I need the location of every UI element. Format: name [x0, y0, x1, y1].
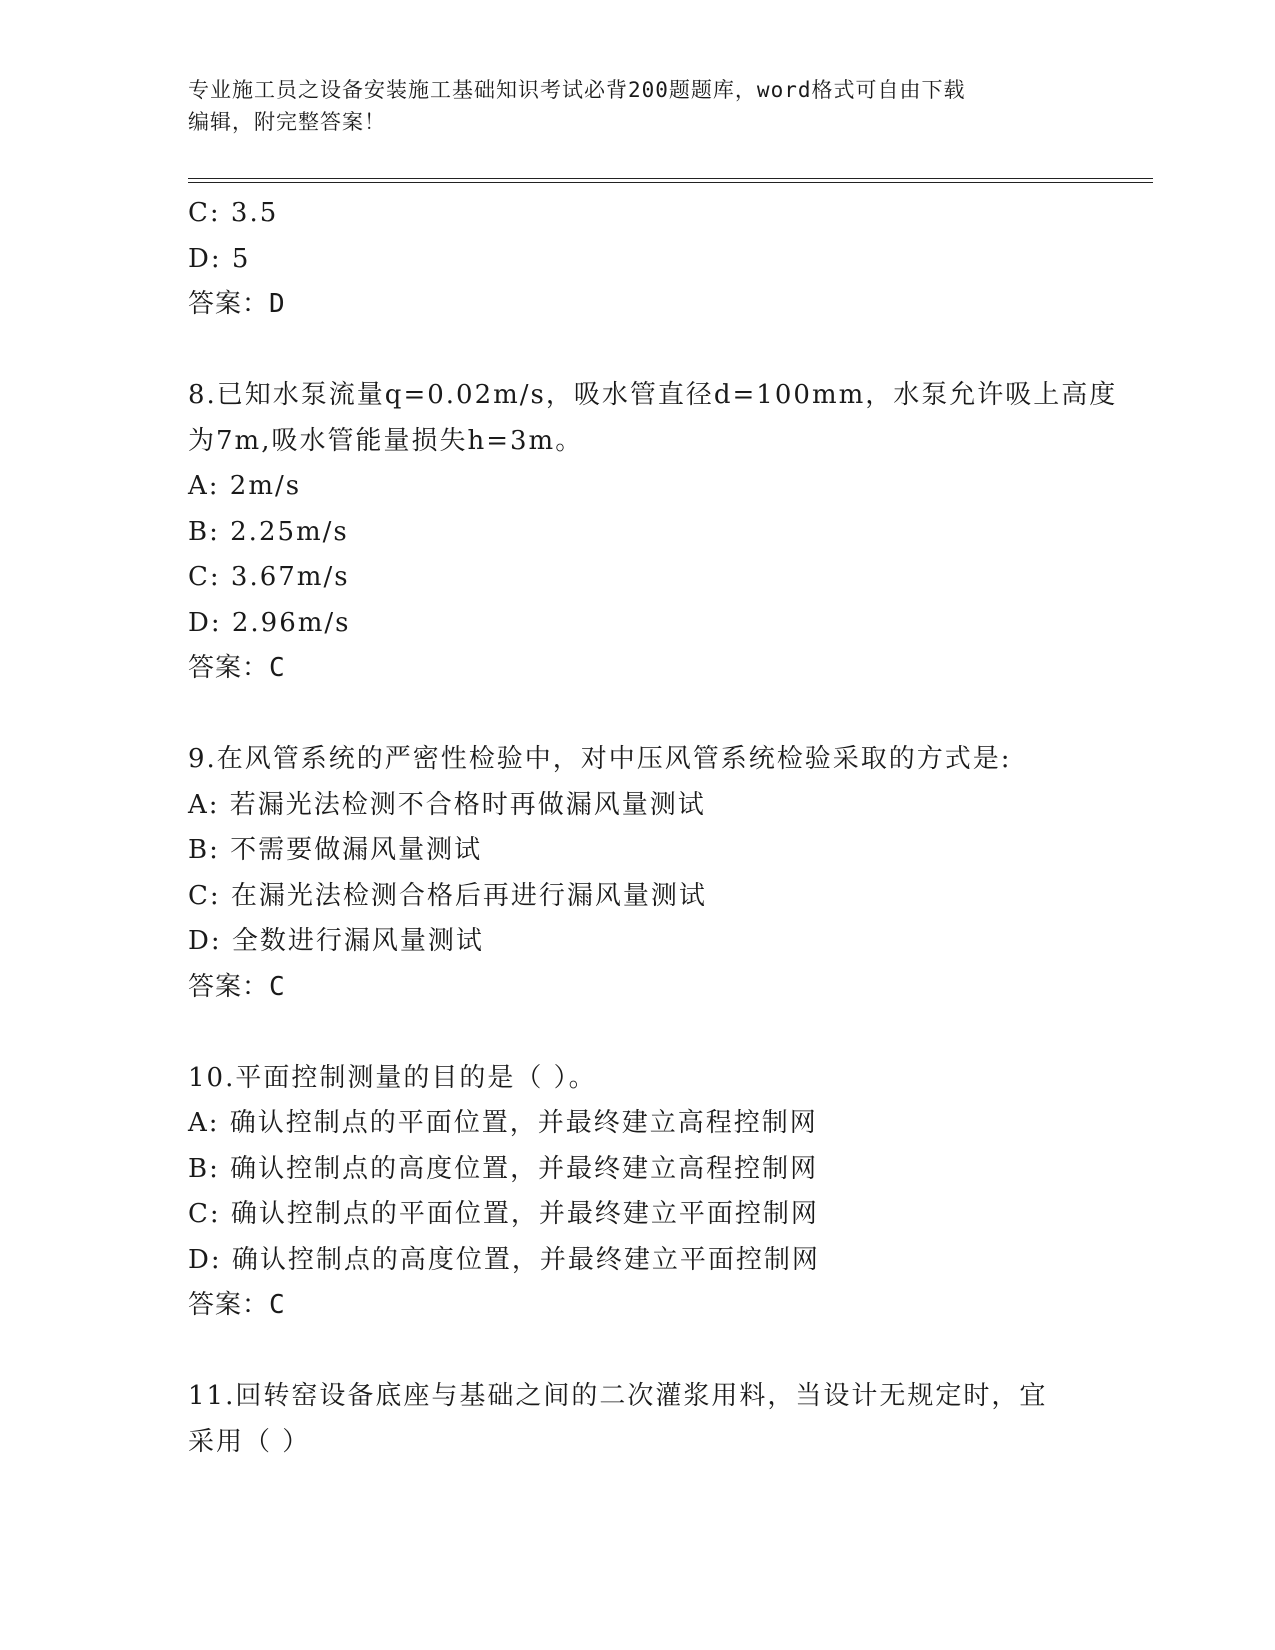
question-10: [188, 1056, 1088, 1329]
option-a: A: 确认控制点的平面位置，并最终建立高程控制网: [188, 1108, 818, 1138]
question-7-tail: [188, 191, 1088, 328]
option-c: C: 3.5: [188, 198, 279, 228]
answer-line: 答案：C: [188, 653, 286, 683]
spacer: [188, 1329, 1088, 1375]
option-c: C: 确认控制点的平面位置，并最终建立平面控制网: [188, 1199, 819, 1229]
question-8: [188, 373, 1118, 692]
question-text: 8.已知水泵流量q=0.02m/s，吸水管直径d=100mm，水泵允许吸上高度: [188, 380, 1118, 410]
question-text: 11.回转窑设备底座与基础之间的二次灌浆用料，当设计无规定时，宜: [188, 1381, 1048, 1411]
document-header: [188, 74, 1068, 138]
question-9: [188, 737, 1088, 1010]
spacer: [188, 1010, 1088, 1056]
option-c: C: 在漏光法检测合格后再进行漏风量测试: [188, 880, 707, 911]
question-text: 9.在风管系统的严密性检验中，对中压风管系统检验采取的方式是:: [188, 744, 1012, 774]
header-title-line-2: 编辑，附完整答案！: [188, 110, 386, 134]
option-c: C: 3.67m/s: [188, 562, 350, 592]
header-divider: [188, 178, 1153, 179]
answer-line: 答案：C: [188, 971, 286, 1002]
question-list: [188, 191, 1118, 1465]
spacer: [188, 692, 1088, 738]
header-divider: [188, 182, 1153, 183]
option-a: A: 2m/s: [188, 471, 302, 501]
header-title-line-1: 专业施工员之设备安装施工基础知识考试必背200题题库，word格式可自由下载: [188, 78, 966, 102]
spacer: [188, 328, 1088, 374]
answer-line: 答案：D: [188, 289, 286, 319]
question-text: 采用（ ）: [188, 1426, 311, 1457]
option-d: D: 全数进行漏风量测试: [188, 926, 484, 956]
answer-line: 答案：C: [188, 1290, 286, 1320]
option-b: B: 确认控制点的高度位置，并最终建立高程控制网: [188, 1153, 819, 1184]
question-text: 10.平面控制测量的目的是（ ）。: [188, 1062, 597, 1093]
option-d: D: 2.96m/s: [188, 607, 351, 638]
option-d: D: 5: [188, 243, 251, 274]
option-d: D: 确认控制点的高度位置，并最终建立平面控制网: [188, 1244, 820, 1275]
question-11: [188, 1374, 1088, 1465]
question-text: 为7m,吸水管能量损失h=3m。: [188, 425, 584, 456]
option-b: B: 不需要做漏风量测试: [188, 835, 483, 865]
option-b: B: 2.25m/s: [188, 516, 349, 547]
option-a: A: 若漏光法检测不合格时再做漏风量测试: [188, 789, 706, 820]
